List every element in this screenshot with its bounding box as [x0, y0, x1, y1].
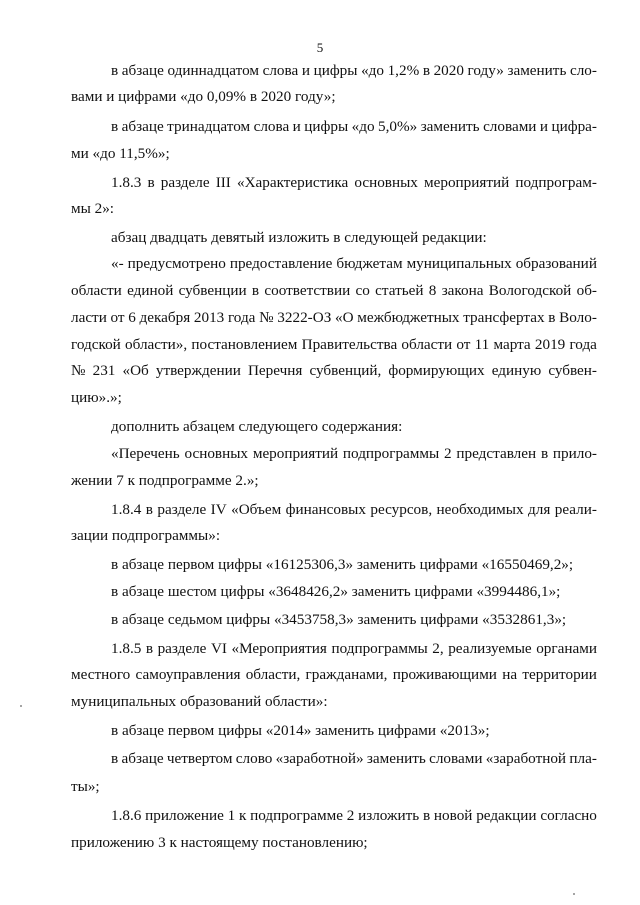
text-line: 1.8.6 приложение 1 к подпрограмме 2 изложить в новой редакции согласно	[111, 807, 597, 824]
text-line: 1.8.4 в разделе IV «Объем финансовых ресурсов, необходимых для реали-	[111, 501, 597, 518]
text-line: вами и цифрами «до 0,09% в 2020 году»;	[71, 88, 336, 105]
text-line: в абзаце шестом цифры «3648426,2» заменить цифрами «3994486,1»;	[111, 583, 561, 600]
text-line: муниципальных образований области»:	[71, 693, 328, 710]
page-number: 5	[316, 40, 324, 55]
text-line: абзац двадцать девятый изложить в следующей редакции:	[111, 229, 487, 246]
text-line: «Перечень основных мероприятий подпрограммы 2 представлен в прило-	[111, 445, 597, 462]
text-line: ласти от 6 декабря 2013 года № 3222-ОЗ «О межбюджетных трансфертах в Воло-	[71, 309, 597, 326]
text-line: в абзаце седьмом цифры «3453758,3» заменить цифрами «3532861,3»;	[111, 611, 567, 628]
text-line: приложению 3 к настоящему постановлению;	[71, 834, 368, 851]
text-line: ты»;	[71, 778, 100, 795]
text-line: годской области», постановлением Правительства области от 11 марта 2019 года	[71, 336, 597, 353]
text-line: в абзаце четвертом слово «заработной» заменить словами «заработной пла-	[111, 750, 597, 767]
text-line: в абзаце тринадцатом слова и цифры «до 5,0%» заменить словами и цифра-	[111, 118, 597, 135]
text-line: 1.8.3 в разделе III «Характеристика основных мероприятий подпрограм-	[111, 174, 597, 191]
text-line: ми «до 11,5%»;	[71, 145, 170, 162]
text-line: мы 2»:	[71, 200, 115, 217]
text-line: «- предусмотрено предоставление бюджетам муниципальных образований	[111, 255, 597, 272]
text-line: цию».»;	[71, 389, 122, 406]
text-line: дополнить абзацем следующего содержания:	[111, 418, 403, 435]
text-line: жении 7 к подпрограмме 2.»;	[71, 472, 259, 489]
text-line: в абзаце одиннадцатом слова и цифры «до 1,2% в 2020 году» заменить сло-	[111, 62, 597, 79]
scan-speck	[20, 705, 22, 707]
scan-speck	[573, 893, 575, 895]
text-line: области единой субвенции в соответствии со статьей 8 закона Вологодской об-	[71, 282, 597, 299]
text-line: 1.8.5 в разделе VI «Мероприятия подпрограммы 2, реализуемые органами	[111, 640, 597, 657]
text-line: № 231 «Об утверждении Перечня субвенций, формирующих единую субвен-	[71, 362, 597, 379]
text-line: в абзаце первом цифры «16125306,3» заменить цифрами «16550469,2»;	[111, 556, 574, 573]
text-line: зации подпрограммы»:	[71, 527, 221, 544]
text-line: местного самоуправления области, гражданами, проживающими на территории	[71, 666, 597, 683]
text-line: в абзаце первом цифры «2014» заменить цифрами «2013»;	[111, 722, 490, 739]
